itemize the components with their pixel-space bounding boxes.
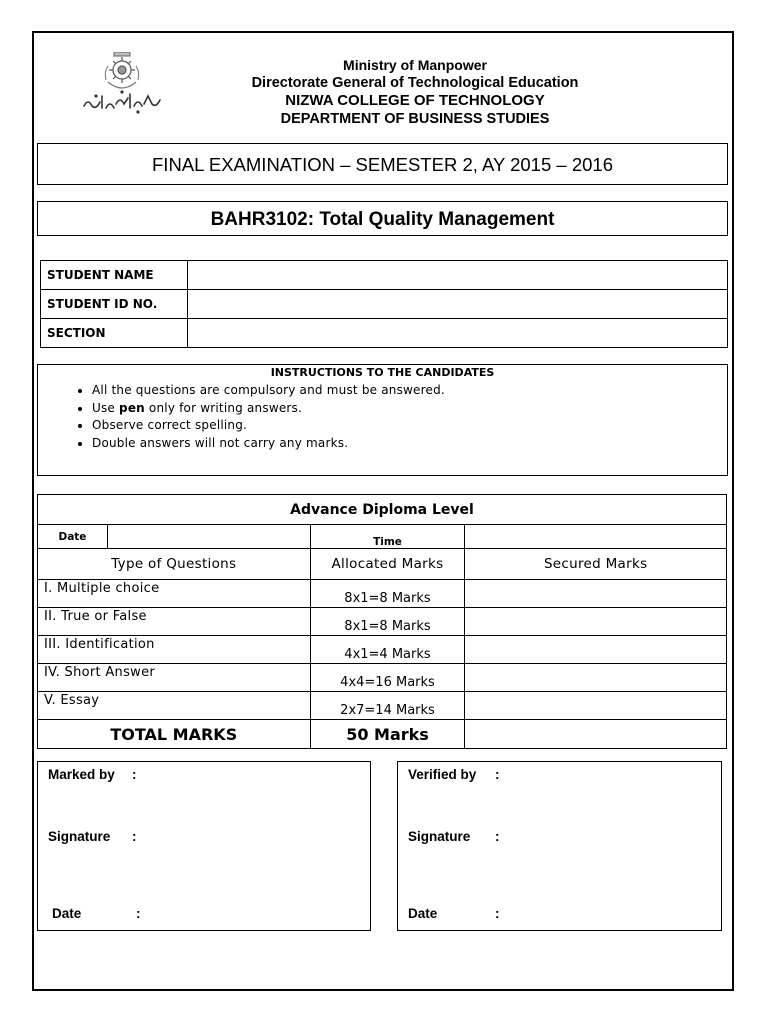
question-type: III. Identification <box>38 636 311 664</box>
instruction-item <box>92 400 727 418</box>
college-name: NIZWA COLLEGE OF TECHNOLOGY <box>285 92 545 109</box>
table-row <box>38 692 727 720</box>
colon: : <box>495 829 500 844</box>
student-name-row <box>41 261 728 290</box>
secured-marks-field[interactable] <box>465 636 727 664</box>
time-label: Time <box>310 525 465 549</box>
signature-label: Signature <box>48 829 111 844</box>
instructions-list <box>38 382 727 452</box>
question-type: IV. Short Answer <box>38 664 311 692</box>
table-row <box>38 664 727 692</box>
date-label: Date <box>408 906 438 921</box>
time-field[interactable] <box>465 525 727 549</box>
instruction-item: • All the questions are compulsory and must be answered. <box>92 382 727 400</box>
directorate-name: Directorate General of Technological Education <box>251 75 579 91</box>
instruction-text: only for writing answers. <box>144 400 303 415</box>
instructions-box <box>37 364 728 476</box>
student-name-label: STUDENT NAME <box>41 261 188 290</box>
ministry-name: Ministry of Manpower <box>343 57 487 73</box>
student-id-field[interactable] <box>188 290 728 319</box>
section-row <box>41 319 728 348</box>
colon: : <box>132 829 137 844</box>
section-field[interactable] <box>188 319 728 348</box>
question-type: II. True or False <box>38 608 311 636</box>
col-header-allocated: Allocated Marks <box>310 549 465 580</box>
verified-by-label: Verified by <box>408 767 477 782</box>
colon: : <box>136 906 141 921</box>
secured-marks-field[interactable] <box>465 664 727 692</box>
allocated-marks: 4x1=4 Marks <box>310 636 465 664</box>
level-title: Advance Diploma Level <box>38 495 727 525</box>
secured-marks-field[interactable] <box>465 692 727 720</box>
verified-by-box <box>397 761 722 931</box>
allocated-marks: 8x1=8 Marks <box>310 608 465 636</box>
instruction-item: • Double answers will not carry any marks. <box>92 435 727 453</box>
student-id-row <box>41 290 728 319</box>
total-row <box>38 720 727 749</box>
course-title: BAHR3102: Total Quality Management <box>37 201 728 236</box>
total-value: 50 Marks <box>310 720 465 749</box>
instruction-item: • Observe correct spelling. <box>92 417 727 435</box>
student-id-label: STUDENT ID NO. <box>41 290 188 319</box>
date-time-row <box>38 525 727 549</box>
marks-header-row <box>38 549 727 580</box>
signature-label: Signature <box>408 829 471 844</box>
exam-title: FINAL EXAMINATION – SEMESTER 2, AY 2015 – 2016 <box>37 143 728 185</box>
date-label: Date <box>52 906 82 921</box>
table-row <box>38 608 727 636</box>
level-row <box>38 495 727 525</box>
student-info-table <box>40 260 728 348</box>
colon: : <box>132 767 137 782</box>
allocated-marks: 8x1=8 Marks <box>310 580 465 608</box>
secured-marks-field[interactable] <box>465 608 727 636</box>
total-label: TOTAL MARKS <box>38 720 311 749</box>
allocated-marks: 2x7=14 Marks <box>310 692 465 720</box>
date-field[interactable] <box>107 525 310 549</box>
question-type: I. Multiple choice <box>38 580 311 608</box>
instructions-title: INSTRUCTIONS TO THE CANDIDATES <box>270 366 495 379</box>
student-name-field[interactable] <box>188 261 728 290</box>
marks-table <box>37 494 727 749</box>
colon: : <box>495 906 500 921</box>
table-row <box>38 580 727 608</box>
section-label: SECTION <box>41 319 188 348</box>
question-type: V. Essay <box>38 692 311 720</box>
instruction-text: Use <box>92 400 120 415</box>
col-header-type: Type of Questions <box>38 549 311 580</box>
college-crest-icon <box>76 52 168 116</box>
allocated-marks: 4x4=16 Marks <box>310 664 465 692</box>
colon: : <box>495 767 500 782</box>
col-header-secured: Secured Marks <box>465 549 727 580</box>
institution-header <box>200 56 630 128</box>
instruction-emphasis: pen <box>119 400 145 415</box>
secured-marks-field[interactable] <box>465 580 727 608</box>
marked-by-label: Marked by <box>48 767 115 782</box>
department-name: DEPARTMENT OF BUSINESS STUDIES <box>280 111 550 127</box>
marked-by-box <box>37 761 371 931</box>
date-label: Date <box>38 525 108 549</box>
table-row <box>38 636 727 664</box>
total-secured-field[interactable] <box>465 720 727 749</box>
